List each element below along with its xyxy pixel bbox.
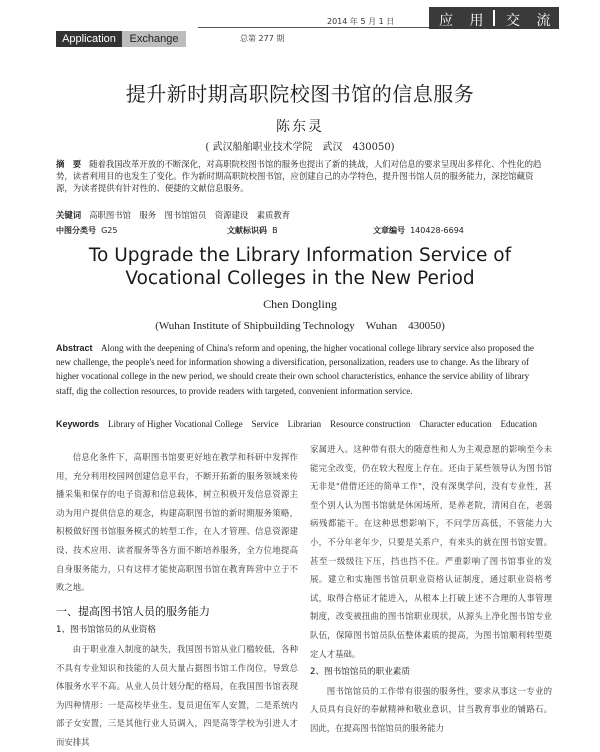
document-code-label: 文献标识码 <box>227 226 267 235</box>
keywords-text-en: Library of Higher Vocational College Service Librarian Resource construction Character education Education <box>108 419 538 429</box>
subsection-heading-1: 1、图书馆馆员的从业资格 <box>56 625 156 636</box>
body-paragraph-2: 家属进入。这种带有很大的随意性和人为主观意愿的影响至今未能完全改变，仍在较大程度上存在。还由于某些领导认为图书馆无非是"借借还还的简单工作"，没有深奥学问，没有专业性，甚至个别人认为图书馆就是休闲场所，是养老院，清闲自在，老弱病残都能干。在这种思想影响下，不问学历高低，不管能力大小，不分年老年少，只要是关系户，有来头的就在图书馆安置。甚至一级级往下压，挡也挡不住。严重影响了图书馆事业的发展。建立和实施图书馆员职业资格认证制度，通过职业资格考试，取得合格证才能进入，从根本上打破上述不合理的人事管理制度，改变被扭曲的图书馆职业现状，从源头上净化图书馆专业队伍，保障图书馆员队伍整体素质的提高，为图书馆顺利转型奠定人才基础。 <box>310 444 552 659</box>
category-exchange-cn: 交 流 <box>506 13 557 29</box>
clc-number <box>56 225 117 236</box>
header-rule <box>198 27 446 28</box>
paper-title-cn: 提升新时期高职院校图书馆的信息服务 <box>125 82 475 106</box>
section-category-banner <box>429 7 559 29</box>
abstract-text-cn: 随着我国改革开放的不断深化，对高职院校图书馆的服务也提出了新的挑战，人们对信息的要求呈现出多样化、个性化的趋势，读者利用目的也发生了变化。作为新时期高职院校图书馆，应创建自己的办学特色，提升图书馆人员的服务能力，深挖馆藏资源，为读者提供有针对性的、便捷的文献信息服务。 <box>56 159 542 193</box>
author-cn: 陈东灵 <box>276 119 324 135</box>
section-heading-1: 一、提高图书馆人员的服务能力 <box>56 604 210 618</box>
abstract-label-en: Abstract <box>56 343 93 353</box>
abstract-cn <box>56 158 548 194</box>
body-column-right <box>310 440 552 738</box>
category-application-cn: 应 用 <box>439 13 490 29</box>
abstract-en <box>56 341 548 398</box>
tag-application: Application <box>56 31 122 47</box>
keywords-cn <box>56 209 548 221</box>
abstract-label-cn: 摘 要 <box>56 159 82 169</box>
body-column-left <box>56 448 298 752</box>
keywords-label-cn: 关键词 <box>56 210 82 220</box>
article-number-label: 文章编号 <box>373 226 405 235</box>
author-en: Chen Dongling <box>263 297 337 311</box>
clc-label: 中图分类号 <box>56 226 96 235</box>
document-code-value: B <box>272 226 278 235</box>
article-number <box>373 225 464 236</box>
abstract-text-en: Along with the deepening of China's reform and opening, the higher vocational college library service also proposed the new challenge, the people's need for information showing a diversification, personalization, readers use to change. As the library of higher vocational college in the new period, we should create their own school characteristics, enhance the service ability of library staff, dig the collection resources, to provide readers with targeted, convenient information service. <box>56 343 535 396</box>
issue-date: 2014 年 5 月 1 日 <box>327 17 395 26</box>
keywords-text-cn: 高职图书馆 服务 图书馆馆员 资源建设 素质教育 <box>89 210 291 220</box>
body-paragraph-3: 图书馆馆员的工作带有很强的服务性，要求从事这一专业的人员具有良好的奉献精神和敬业意识，甘当教育事业的铺路石。因此，在提高图书馆馆员的服务能力 <box>310 685 552 733</box>
paper-title-en: To Upgrade the Library Information Service of Vocational Colleges in the New Period <box>88 245 512 289</box>
affiliation-cn: ( 武汉船舶职业技术学院 武汉 430050) <box>205 142 395 153</box>
tag-exchange: Exchange <box>122 31 186 47</box>
keywords-label-en: Keywords <box>56 419 100 429</box>
subsection-heading-2: 2、图书馆馆员的职业素质 <box>310 667 410 678</box>
clc-value: G25 <box>101 226 118 235</box>
body-paragraph-1: 由于职业准入制度的缺失，我国图书馆从业门槛较低，各种不具有专业知识和技能的人员大量占据图书馆工作岗位，导致总体服务水平不高。从业人员计划分配的格局，在我国图书馆表现为四种情形：一是高校毕业生、复员退伍军人安置，二是系统内部子女安置，三是其他行业人员调入，四是高等学校为引进人才而安排其 <box>56 643 298 747</box>
affiliation-en: (Wuhan Institute of Shipbuilding Technology Wuhan 430050) <box>155 320 445 332</box>
document-code <box>227 225 278 236</box>
article-number-value: 140428-6694 <box>410 226 464 235</box>
issue-number: 总第 277 期 <box>240 34 285 43</box>
keywords-en <box>56 416 548 432</box>
intro-paragraph: 信息化条件下，高职图书馆要更好地在教学和科研中发挥作用，充分利用校园网创建信息平台，不断开拓新的服务领域来传播采集和保存的电子资源和信息载体，树立积极开发信息资源主动为用户提供信息的观念，构建高职图书馆的新时期服务策略，积极做好图书馆服务模式的转型工作，在人才管理、信息资源建设、技术应用、读者服务等各方面不断培养服务，全方位地提高自身服务能力，只有这样才能使高职图书馆在教育阵营中立于不败之地。 <box>56 452 298 593</box>
category-divider <box>493 10 495 26</box>
